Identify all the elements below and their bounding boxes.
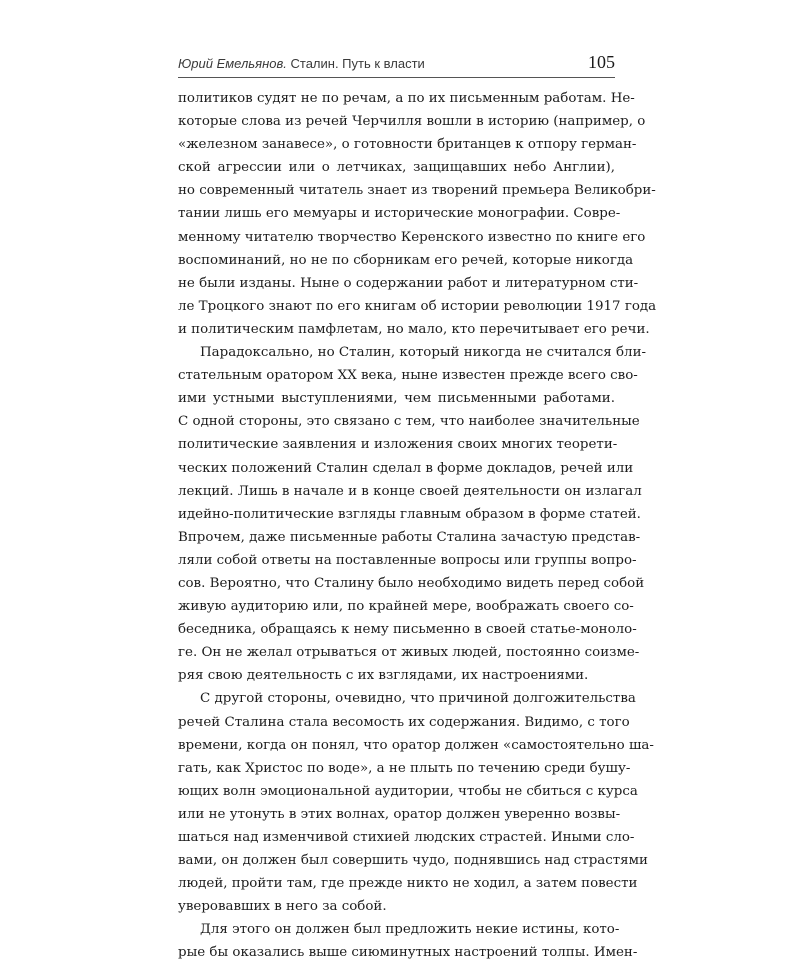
paragraph [178,87,657,341]
text-line: политические заявления и изложения своих многих теорети- [178,437,618,453]
text-line: стательным оратором XX века, ныне известен прежде всего сво- [178,368,638,384]
text-line: или не утонуть в этих волнах, оратор должен уверенно возвы- [178,806,621,822]
text-line: рые бы оказались выше сиюминутных настроений толпы. Имен- [178,945,638,961]
text-line: менному читателю творчество Керенского известно по книге его [178,229,646,245]
page-number: 105 [588,52,615,72]
paragraph [178,687,654,918]
running-header [178,52,615,76]
text-line: вами, он должен был совершить чудо, поднявшись над страстями [178,853,648,869]
text-line: Впрочем, даже письменные работы Сталина зачастую представ- [178,529,641,545]
header-author: Юрий Емельянов. [178,56,287,71]
text-line: ческих положений Сталин сделал в форме докладов, речей или [178,460,634,476]
paragraph [178,341,647,687]
text-line: и политическим памфлетам, но мало, кто перечитывает его речи. [178,321,650,337]
text-line: сов. Вероятно, что Сталину было необходимо видеть перед собой [178,575,645,591]
text-line: идейно-политические взгляды главным образом в форме статей. [178,506,641,522]
text-line: ляли собой ответы на поставленные вопросы или группы вопро- [178,552,637,568]
paragraph [178,918,638,964]
text-line: Для этого он должен был предложить некие истины, кото- [200,922,620,938]
text-line: не были изданы. Ныне о содержании работ и литературном сти- [178,275,639,291]
running-header-text [178,56,425,71]
text-line: ге. Он не желал отрываться от живых людей, постоянно соизме- [178,645,640,661]
text-line: уверовавших в него за собой. [178,899,387,915]
text-line: которые слова из речей Черчилля вошли в историю (например, о [178,114,646,130]
header-rule [178,77,615,78]
text-line: речей Сталина стала весомость их содержания. Видимо, с того [178,714,630,730]
text-line: ской агрессии или о летчиках, защищавших небо Англии), [178,160,615,176]
body-text [178,87,657,965]
text-line: Парадоксально, но Сталин, который никогда не считался бли- [200,345,647,361]
text-line: ле Троцкого знают по его книгам об истории революции 1917 года [178,298,657,314]
text-line: воспоминаний, но не по сборникам его речей, которые никогда [178,252,634,268]
text-line: С одной стороны, это связано с тем, что наиболее значительные [178,414,640,430]
text-line: тании лишь его мемуары и исторические монографии. Соврe- [178,206,621,222]
text-line: ими устными выступлениями, чем письменными работами. [178,391,615,407]
text-line: С другой стороны, очевидно, что причиной долгожительства [200,691,636,707]
text-line: шаться над изменчивой стихией людских страстей. Иными сло- [178,830,635,845]
text-line: времени, когда он понял, что оратор должен «самостоятельно ша- [178,737,654,753]
text-line: «железном занавесе», о готовности британцев к отпору герман- [178,137,637,153]
text-line: беседника, обращаясь к нему письменно в своей статье-моноло- [178,622,637,638]
header-title: Сталин. Путь к власти [290,56,425,71]
text-line: гать, как Христос по воде», а не плыть по течению среди бушу- [178,760,631,776]
text-line: ряя свою деятельность с их взглядами, их настроениями. [178,668,589,684]
text-line: живую аудиторию или, по крайней мере, воображать своего со- [178,599,634,615]
text-line: но современный читатель знает из творений премьера Великобри- [178,183,656,199]
text-line: лекций. Лишь в начале и в конце своей деятельности он излагал [178,483,642,499]
text-line: людей, пройти там, где прежде никто не ходил, а затем повести [178,876,638,892]
text-line: ющих волн эмоциональной аудитории, чтобы не сбиться с курса [178,783,638,799]
text-line: политиков судят не по речам, а по их письменным работам. Не- [178,91,635,106]
